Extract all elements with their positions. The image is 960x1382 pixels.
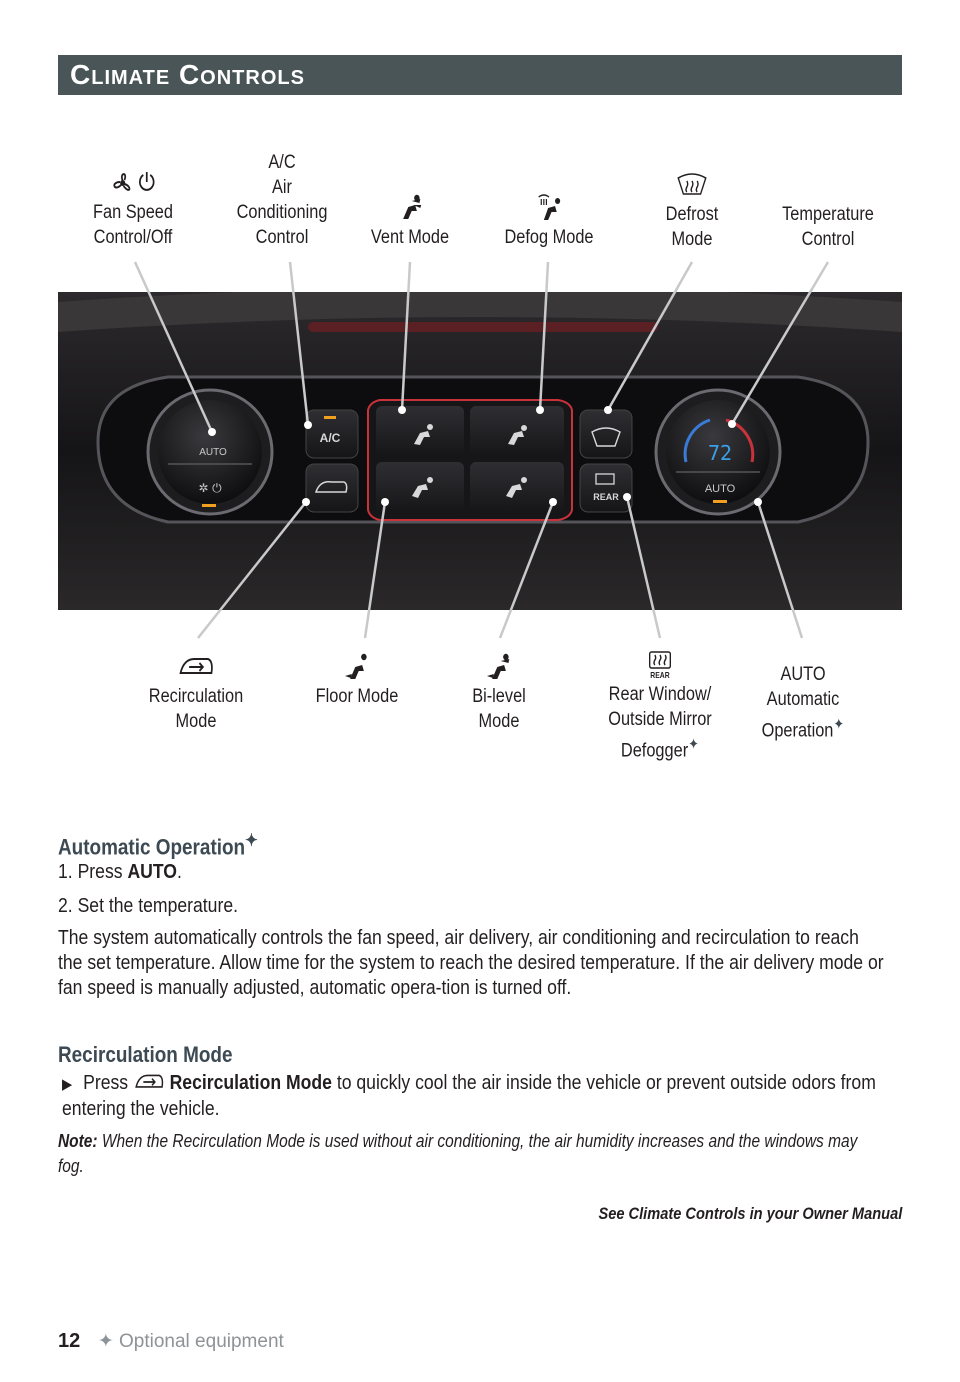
recirc-bullet-suffix: to quickly cool the air inside the vehicle or prevent outside odors from entering the vehicle. xyxy=(62,1072,876,1120)
optional-star-icon: ✦ xyxy=(688,736,700,753)
step1-bold: AUTO xyxy=(127,861,178,883)
note-label: Note: xyxy=(58,1131,98,1151)
auto-step-2: 2. Set the temperature. xyxy=(58,895,239,917)
optional-star-icon: ✦ xyxy=(97,1331,114,1352)
label-auto-line3 xyxy=(747,712,859,743)
label-ac-line4: Control xyxy=(255,227,309,248)
recirc-heading: Recirculation Mode xyxy=(58,1042,233,1067)
auto-step-1 xyxy=(58,860,801,885)
recirculation-icon xyxy=(177,652,215,682)
section-title: Climate Controls xyxy=(70,59,305,90)
see-owner-manual: See Climate Controls in your Owner Manual xyxy=(598,1204,902,1223)
step1-suffix: . xyxy=(177,861,182,883)
svg-text:✲ ⏻: ✲ ⏻ xyxy=(198,481,222,495)
recirc-bullet-prefix: Press xyxy=(83,1072,134,1094)
recirc-note xyxy=(58,1129,866,1179)
page-number: 12 xyxy=(58,1330,81,1352)
label-floor-mode xyxy=(305,652,408,709)
page-footer xyxy=(58,1330,284,1353)
recirc-bullet-bold: Recirculation Mode xyxy=(169,1072,332,1094)
label-auto-line1: AUTO xyxy=(780,664,826,685)
step1-prefix: 1. Press xyxy=(58,861,128,883)
rear-button-text: REAR xyxy=(593,492,619,502)
label-fan-line2: Control/Off xyxy=(93,227,173,248)
optional-equipment-note xyxy=(98,1331,284,1352)
auto-paragraph: The system automatically controls the fan speed, air delivery, air conditioning and recirculation to reach the set temperature. Allow time for the system to reach the desired temperature. If the air delivery mode or fan speed is manually adjusted, automatic opera-tion is turned off. xyxy=(58,927,884,999)
optional-star-icon: ✦ xyxy=(833,716,845,733)
temp-display-text: 72 xyxy=(707,441,733,465)
label-vent-line1: Vent Mode xyxy=(370,227,450,248)
optional-equipment-text: Optional equipment xyxy=(119,1331,284,1352)
note-text: When the Recirculation Mode is used without air conditioning, the air humidity increases and the windows may fog. xyxy=(58,1131,858,1176)
bullet-arrow-icon: ▶ xyxy=(62,1076,73,1093)
bilevel-mode-icon xyxy=(482,652,516,682)
label-rear-defogger-text: Defogger xyxy=(620,740,689,762)
left-knob-auto-text: AUTO xyxy=(199,447,227,458)
label-auto-line2: Automatic xyxy=(766,689,840,710)
label-rear-defogger xyxy=(591,650,729,763)
label-defrost-line2: Mode xyxy=(671,229,713,250)
label-fan-line1: Fan Speed xyxy=(93,202,173,223)
label-temp-line1: Temperature xyxy=(782,204,874,225)
label-bilevel-line1: Bi-level xyxy=(472,686,526,707)
label-rear-line3 xyxy=(591,732,729,763)
label-temp-line2: Control xyxy=(801,229,855,250)
rear-icon-text: REAR xyxy=(650,670,670,680)
label-bilevel-mode xyxy=(448,652,549,734)
label-rear-line1: Rear Window/ xyxy=(608,684,712,705)
auto-operation-heading xyxy=(58,830,258,860)
label-ac-line3: Conditioning xyxy=(236,202,328,223)
label-recirculation xyxy=(140,652,252,734)
rear-defogger-icon xyxy=(643,650,677,680)
label-auto xyxy=(747,662,859,743)
label-rear-line2: Outside Mirror xyxy=(608,709,712,730)
label-defog-line1: Defog Mode xyxy=(504,227,594,248)
recirc-bullet xyxy=(62,1071,889,1122)
recirculation-icon xyxy=(133,1072,165,1092)
ac-button-text: A/C xyxy=(319,431,341,445)
label-auto-operation-text: Operation xyxy=(761,720,834,742)
label-defrost-line1: Defrost xyxy=(665,204,719,225)
right-knob-auto-text: AUTO xyxy=(704,483,736,495)
floor-mode-icon xyxy=(340,652,374,682)
label-floor-line1: Floor Mode xyxy=(315,686,399,707)
optional-star-icon: ✦ xyxy=(245,830,258,850)
auto-heading-text: Automatic Operation xyxy=(58,834,246,860)
label-ac-line2: Air xyxy=(272,177,292,198)
label-bilevel-line2: Mode xyxy=(478,711,520,732)
label-recirc-line2: Mode xyxy=(175,711,217,732)
label-ac-line1: A/C xyxy=(268,152,296,173)
label-recirc-line1: Recirculation xyxy=(148,686,244,707)
